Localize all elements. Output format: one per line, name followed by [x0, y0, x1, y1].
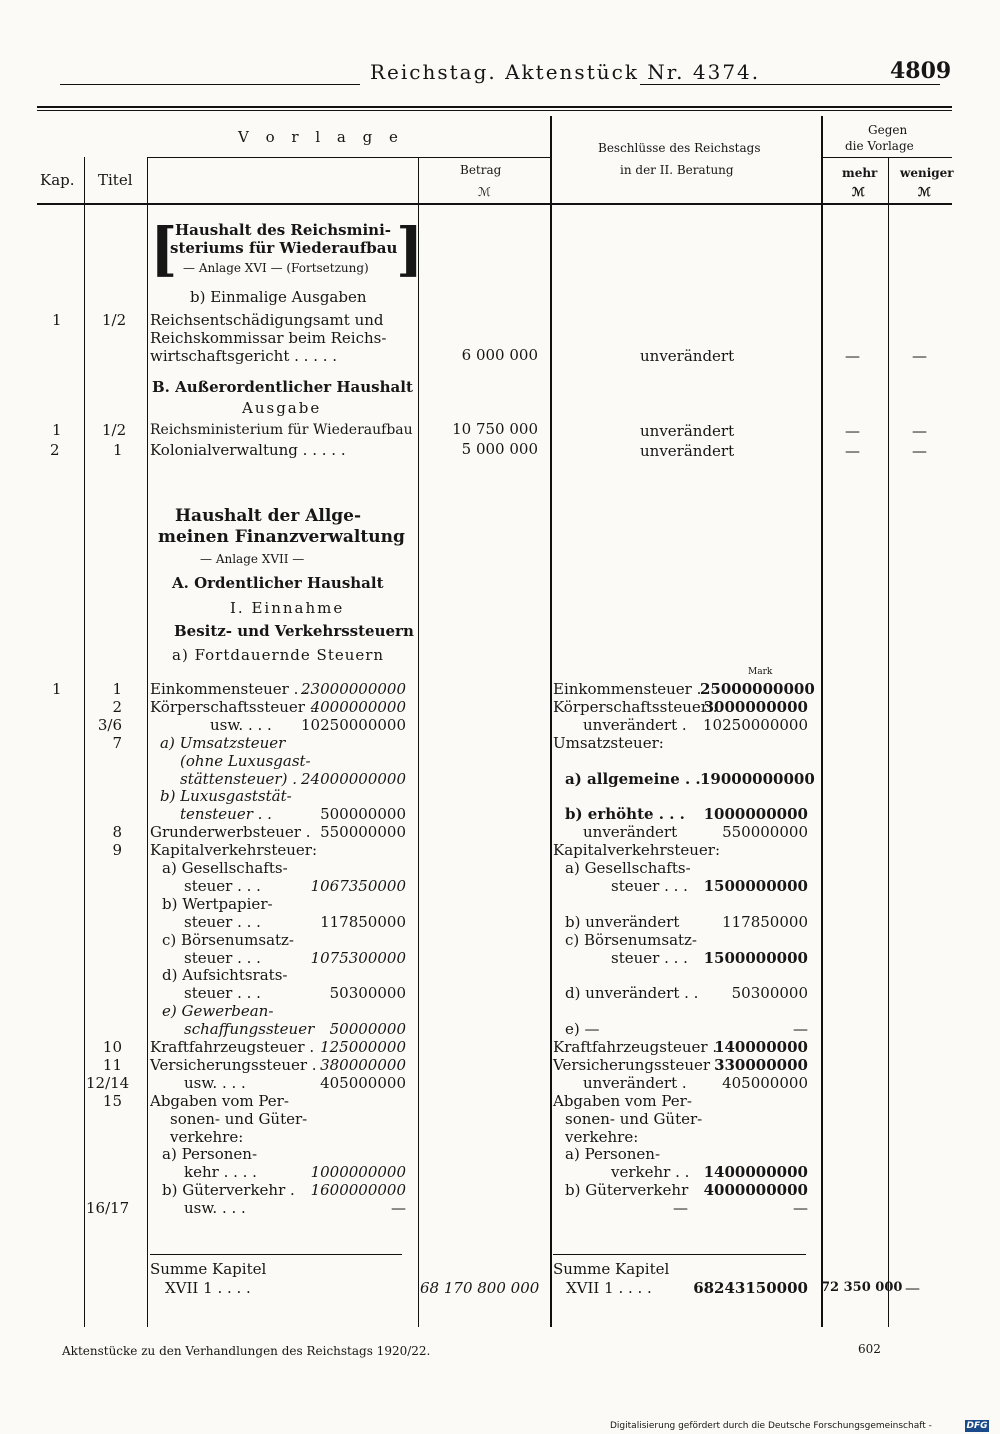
right-row-text: Einkommensteuer .	[553, 680, 702, 698]
left-row-titel: 7	[112, 734, 122, 752]
header-rule-right	[640, 84, 940, 85]
col-header-betrag-currency: ℳ	[478, 185, 491, 199]
col-header-beschluesse-2: in der II. Beratung	[620, 163, 734, 177]
left-row-text: Kraftfahrzeugsteuer .	[150, 1038, 315, 1056]
left-row-value: 380000000	[320, 1056, 406, 1074]
left-row-text: tensteuer . .	[180, 805, 272, 823]
footer-page: 602	[858, 1342, 881, 1356]
left-row-text: usw. . . .	[184, 1074, 246, 1092]
col-divider-text	[418, 157, 419, 1327]
section2-fortdauernde: a) Fortdauernde Steuern	[172, 646, 385, 664]
summary-left-label-1: Summe Kapitel	[150, 1260, 267, 1278]
left-row-kap: 1	[52, 680, 62, 698]
right-row-value: 3000000000	[703, 698, 808, 716]
summary-right-value: 68243150000	[693, 1279, 808, 1297]
right-row-text: d) unverändert . .	[565, 984, 699, 1002]
row2-mehr: —	[845, 422, 860, 440]
right-row-text: a) allgemeine . .	[565, 770, 701, 788]
left-row-text: a) Umsatzsteuer	[160, 734, 286, 752]
right-row-text: b) unverändert	[565, 913, 680, 931]
left-row-value: 1000000000	[310, 1163, 406, 1181]
section1-anlage: — Anlage XVI — (Fortsetzung)	[183, 261, 369, 275]
right-row-value: 330000000	[714, 1056, 808, 1074]
row2-titel: 1/2	[102, 421, 127, 439]
left-row-titel: 15	[102, 1092, 122, 1110]
row1-text-3: wirtschaftsgericht . . . . .	[150, 347, 338, 365]
left-row-text: b) Luxusgaststät-	[160, 787, 292, 805]
left-row-value: 50300000	[329, 984, 406, 1002]
col-divider-mehr	[888, 157, 889, 1327]
right-row-text: b) erhöhte . . .	[565, 805, 685, 823]
left-row-value: 117850000	[320, 913, 406, 931]
right-row-text: Umsatzsteuer:	[553, 734, 664, 752]
section1-title-2: steriums für Wiederaufbau	[170, 239, 398, 257]
right-row-text: —	[673, 1199, 688, 1217]
row1-text-1: Reichsentschädigungsamt und	[150, 311, 384, 329]
col-divider-kap	[84, 157, 85, 1327]
table-top-rule-thin	[37, 110, 952, 111]
row3-beschluss: unverändert	[640, 442, 735, 460]
right-row-text: sonen- und Güter-	[565, 1110, 703, 1128]
right-row-value: 25000000000	[700, 680, 815, 698]
right-row-text: Versicherungssteuer .	[553, 1056, 720, 1074]
section2-title-2: meinen Finanzverwaltung	[158, 527, 405, 547]
left-row-value: 500000000	[320, 805, 406, 823]
left-row-text: usw. . . .	[210, 716, 272, 734]
section2-title-1: Haushalt der Allge-	[175, 506, 362, 526]
footer-digitization: Digitalisierung gefördert durch die Deutsche Forschungsgemeinschaft -	[610, 1421, 932, 1431]
left-row-value: 1067350000	[310, 877, 406, 895]
right-row-text: b) Güterverkehr	[565, 1181, 689, 1199]
mark-label: Mark	[748, 667, 773, 677]
header-rule-left	[60, 84, 360, 85]
col-divider-titel	[147, 157, 148, 1327]
right-row-text: Kapitalverkehrsteuer:	[553, 841, 720, 859]
col-divider-betrag	[550, 116, 552, 1327]
right-row-text: unverändert .	[583, 716, 687, 734]
right-row-text: unverändert	[583, 823, 678, 841]
left-row-value: 550000000	[320, 823, 406, 841]
left-row-text: b) Wertpapier-	[162, 895, 273, 913]
right-row-text: Körperschaftssteuer .	[553, 698, 718, 716]
left-row-text: Versicherungssteuer .	[150, 1056, 317, 1074]
summary-left-betrag: 68 170 800 000	[420, 1279, 540, 1297]
col-header-gegen-2: die Vorlage	[845, 139, 914, 153]
left-row-text: steuer . . .	[184, 949, 261, 967]
left-row-value: 24000000000	[301, 770, 406, 788]
left-row-text: kehr . . . .	[184, 1163, 257, 1181]
right-row-value: 1000000000	[703, 805, 808, 823]
right-row-value: —	[793, 1020, 808, 1038]
col-header-mehr: mehr	[842, 166, 878, 180]
row2-beschluss: unverändert	[640, 422, 735, 440]
right-row-value: 4000000000	[703, 1181, 808, 1199]
col-header-vorlage: V o r l a g e	[238, 128, 404, 146]
row1-betrag: 6 000 000	[461, 346, 538, 364]
left-row-value: 1075300000	[310, 949, 406, 967]
left-row-value: 23000000000	[301, 680, 406, 698]
header-bottom-rule	[37, 203, 952, 205]
row1-beschluss: unverändert	[640, 347, 735, 365]
row1-text-2: Reichskommissar beim Reichs-	[150, 329, 387, 347]
left-row-text: stättensteuer) .	[180, 770, 297, 788]
left-row-titel: 8	[112, 823, 122, 841]
right-row-text: Abgaben vom Per-	[553, 1092, 692, 1110]
row1-mehr: —	[845, 347, 860, 365]
col-header-titel: Titel	[98, 171, 133, 189]
right-row-text: e) —	[565, 1020, 600, 1038]
right-row-value: 117850000	[722, 913, 808, 931]
right-row-value: 19000000000	[700, 770, 815, 788]
row3-text: Kolonialverwaltung . . . . .	[150, 441, 346, 459]
left-row-text: Abgaben vom Per-	[150, 1092, 289, 1110]
right-row-value: 550000000	[722, 823, 808, 841]
right-row-value: 1500000000	[703, 949, 808, 967]
bracket-left: [	[150, 215, 178, 283]
right-row-text: steuer . . .	[611, 949, 688, 967]
left-row-value: 1600000000	[310, 1181, 406, 1199]
row1-kap: 1	[52, 311, 62, 329]
section2-besitz: Besitz- und Verkehrssteuern	[174, 622, 414, 640]
left-row-text: sonen- und Güter-	[170, 1110, 308, 1128]
left-row-text: (ohne Luxusgast-	[180, 752, 311, 770]
right-row-text: a) Personen-	[565, 1145, 661, 1163]
left-row-text: schaffungssteuer	[184, 1020, 315, 1038]
left-row-text: Kapitalverkehrsteuer:	[150, 841, 317, 859]
right-row-text: steuer . . .	[611, 877, 688, 895]
left-row-text: Grunderwerbsteuer .	[150, 823, 311, 841]
summary-right-label-1: Summe Kapitel	[553, 1260, 670, 1278]
right-row-value: 10250000000	[703, 716, 808, 734]
summary-weniger: —	[905, 1279, 920, 1297]
right-row-value: 1400000000	[703, 1163, 808, 1181]
row2-kap: 1	[52, 421, 62, 439]
row2-text: Reichsministerium für Wiederaufbau	[150, 422, 413, 438]
left-row-value: 125000000	[320, 1038, 406, 1056]
col-header-weniger-currency: ℳ	[918, 185, 931, 199]
left-row-titel: 16/17	[86, 1199, 130, 1217]
row2-betrag: 10 750 000	[452, 420, 538, 438]
left-row-text: Körperschaftssteuer .	[150, 698, 315, 716]
section1-ausserordentlich: B. Außerordentlicher Haushalt	[152, 378, 413, 396]
left-row-text: c) Börsenumsatz-	[162, 931, 295, 949]
left-row-titel: 1	[112, 680, 122, 698]
left-row-text: d) Aufsichtsrats-	[162, 966, 288, 984]
col-header-gegen-1: Gegen	[868, 123, 908, 137]
right-row-value: 140000000	[714, 1038, 808, 1056]
summary-rule-left	[150, 1254, 402, 1255]
col-header-mehr-currency: ℳ	[852, 185, 865, 199]
summary-mehr: 72 350 000	[821, 1280, 903, 1295]
right-row-value: —	[793, 1199, 808, 1217]
vorlage-subrule	[147, 157, 550, 158]
left-row-text: a) Gesellschafts-	[162, 859, 288, 877]
left-row-titel: 11	[102, 1056, 122, 1074]
row3-kap: 2	[50, 441, 60, 459]
col-header-weniger: weniger	[900, 166, 954, 180]
right-row-text: verkehr . .	[611, 1163, 690, 1181]
right-row-value: 50300000	[731, 984, 808, 1002]
section1-title-1: Haushalt des Reichsmini-	[175, 221, 392, 239]
left-row-titel: 2	[112, 698, 122, 716]
right-row-value: 405000000	[722, 1074, 808, 1092]
right-row-text: unverändert .	[583, 1074, 687, 1092]
summary-rule-right	[553, 1254, 806, 1255]
gegen-subrule	[823, 157, 952, 158]
left-row-titel: 12/14	[86, 1074, 130, 1092]
col-divider-beschluss	[821, 116, 823, 1327]
left-row-text: Einkommensteuer . .	[150, 680, 308, 698]
section2-anlage: — Anlage XVII —	[200, 552, 305, 566]
right-row-text: a) Gesellschafts-	[565, 859, 691, 877]
section1-ausgabe: Ausgabe	[242, 399, 322, 417]
row2-weniger: —	[912, 422, 927, 440]
section1-einmalige: b) Einmalige Ausgaben	[190, 288, 367, 306]
left-row-value: 50000000	[329, 1020, 406, 1038]
summary-right-label-2: XVII 1 . . . .	[566, 1279, 652, 1297]
footer-left: Aktenstücke zu den Verhandlungen des Reichstags 1920/22.	[62, 1344, 431, 1358]
left-row-text: steuer . . .	[184, 913, 261, 931]
row1-titel: 1/2	[102, 311, 127, 329]
left-row-titel: 3/6	[97, 716, 122, 734]
section2-einnahme: I. Einnahme	[230, 599, 345, 617]
left-row-value: —	[391, 1199, 406, 1217]
left-row-value: 405000000	[320, 1074, 406, 1092]
page-header-title: Reichstag. Aktenstück Nr. 4374.	[370, 60, 761, 84]
left-row-titel: 9	[112, 841, 122, 859]
right-row-value: 1500000000	[703, 877, 808, 895]
right-row-text: Kraftfahrzeugsteuer .	[553, 1038, 718, 1056]
right-row-text: verkehre:	[565, 1128, 639, 1146]
col-header-betrag: Betrag	[460, 163, 502, 177]
row3-mehr: —	[845, 442, 860, 460]
left-row-text: steuer . . .	[184, 984, 261, 1002]
page-number: 4809	[890, 58, 952, 84]
table-top-rule	[37, 106, 952, 108]
row3-weniger: —	[912, 442, 927, 460]
row3-betrag: 5 000 000	[461, 440, 538, 458]
left-row-value: 10250000000	[301, 716, 406, 734]
left-row-text: b) Güterverkehr .	[162, 1181, 295, 1199]
bracket-right: ]	[396, 215, 424, 283]
left-row-text: steuer . . .	[184, 877, 261, 895]
section2-ordentlich: A. Ordentlicher Haushalt	[172, 574, 384, 592]
left-row-text: verkehre:	[170, 1128, 244, 1146]
row3-titel: 1	[113, 441, 123, 459]
dfg-logo: DFG	[966, 1421, 988, 1431]
left-row-text: a) Personen-	[162, 1145, 258, 1163]
left-row-text: e) Gewerbean-	[162, 1002, 274, 1020]
row1-weniger: —	[912, 347, 927, 365]
left-row-text: usw. . . .	[184, 1199, 246, 1217]
col-header-beschluesse-1: Beschlüsse des Reichstags	[598, 141, 761, 155]
col-header-kap: Kap.	[40, 171, 75, 189]
right-row-text: c) Börsenumsatz-	[565, 931, 698, 949]
left-row-titel: 10	[102, 1038, 122, 1056]
summary-left-label-2: XVII 1 . . . .	[165, 1279, 251, 1297]
left-row-value: 4000000000	[310, 698, 406, 716]
